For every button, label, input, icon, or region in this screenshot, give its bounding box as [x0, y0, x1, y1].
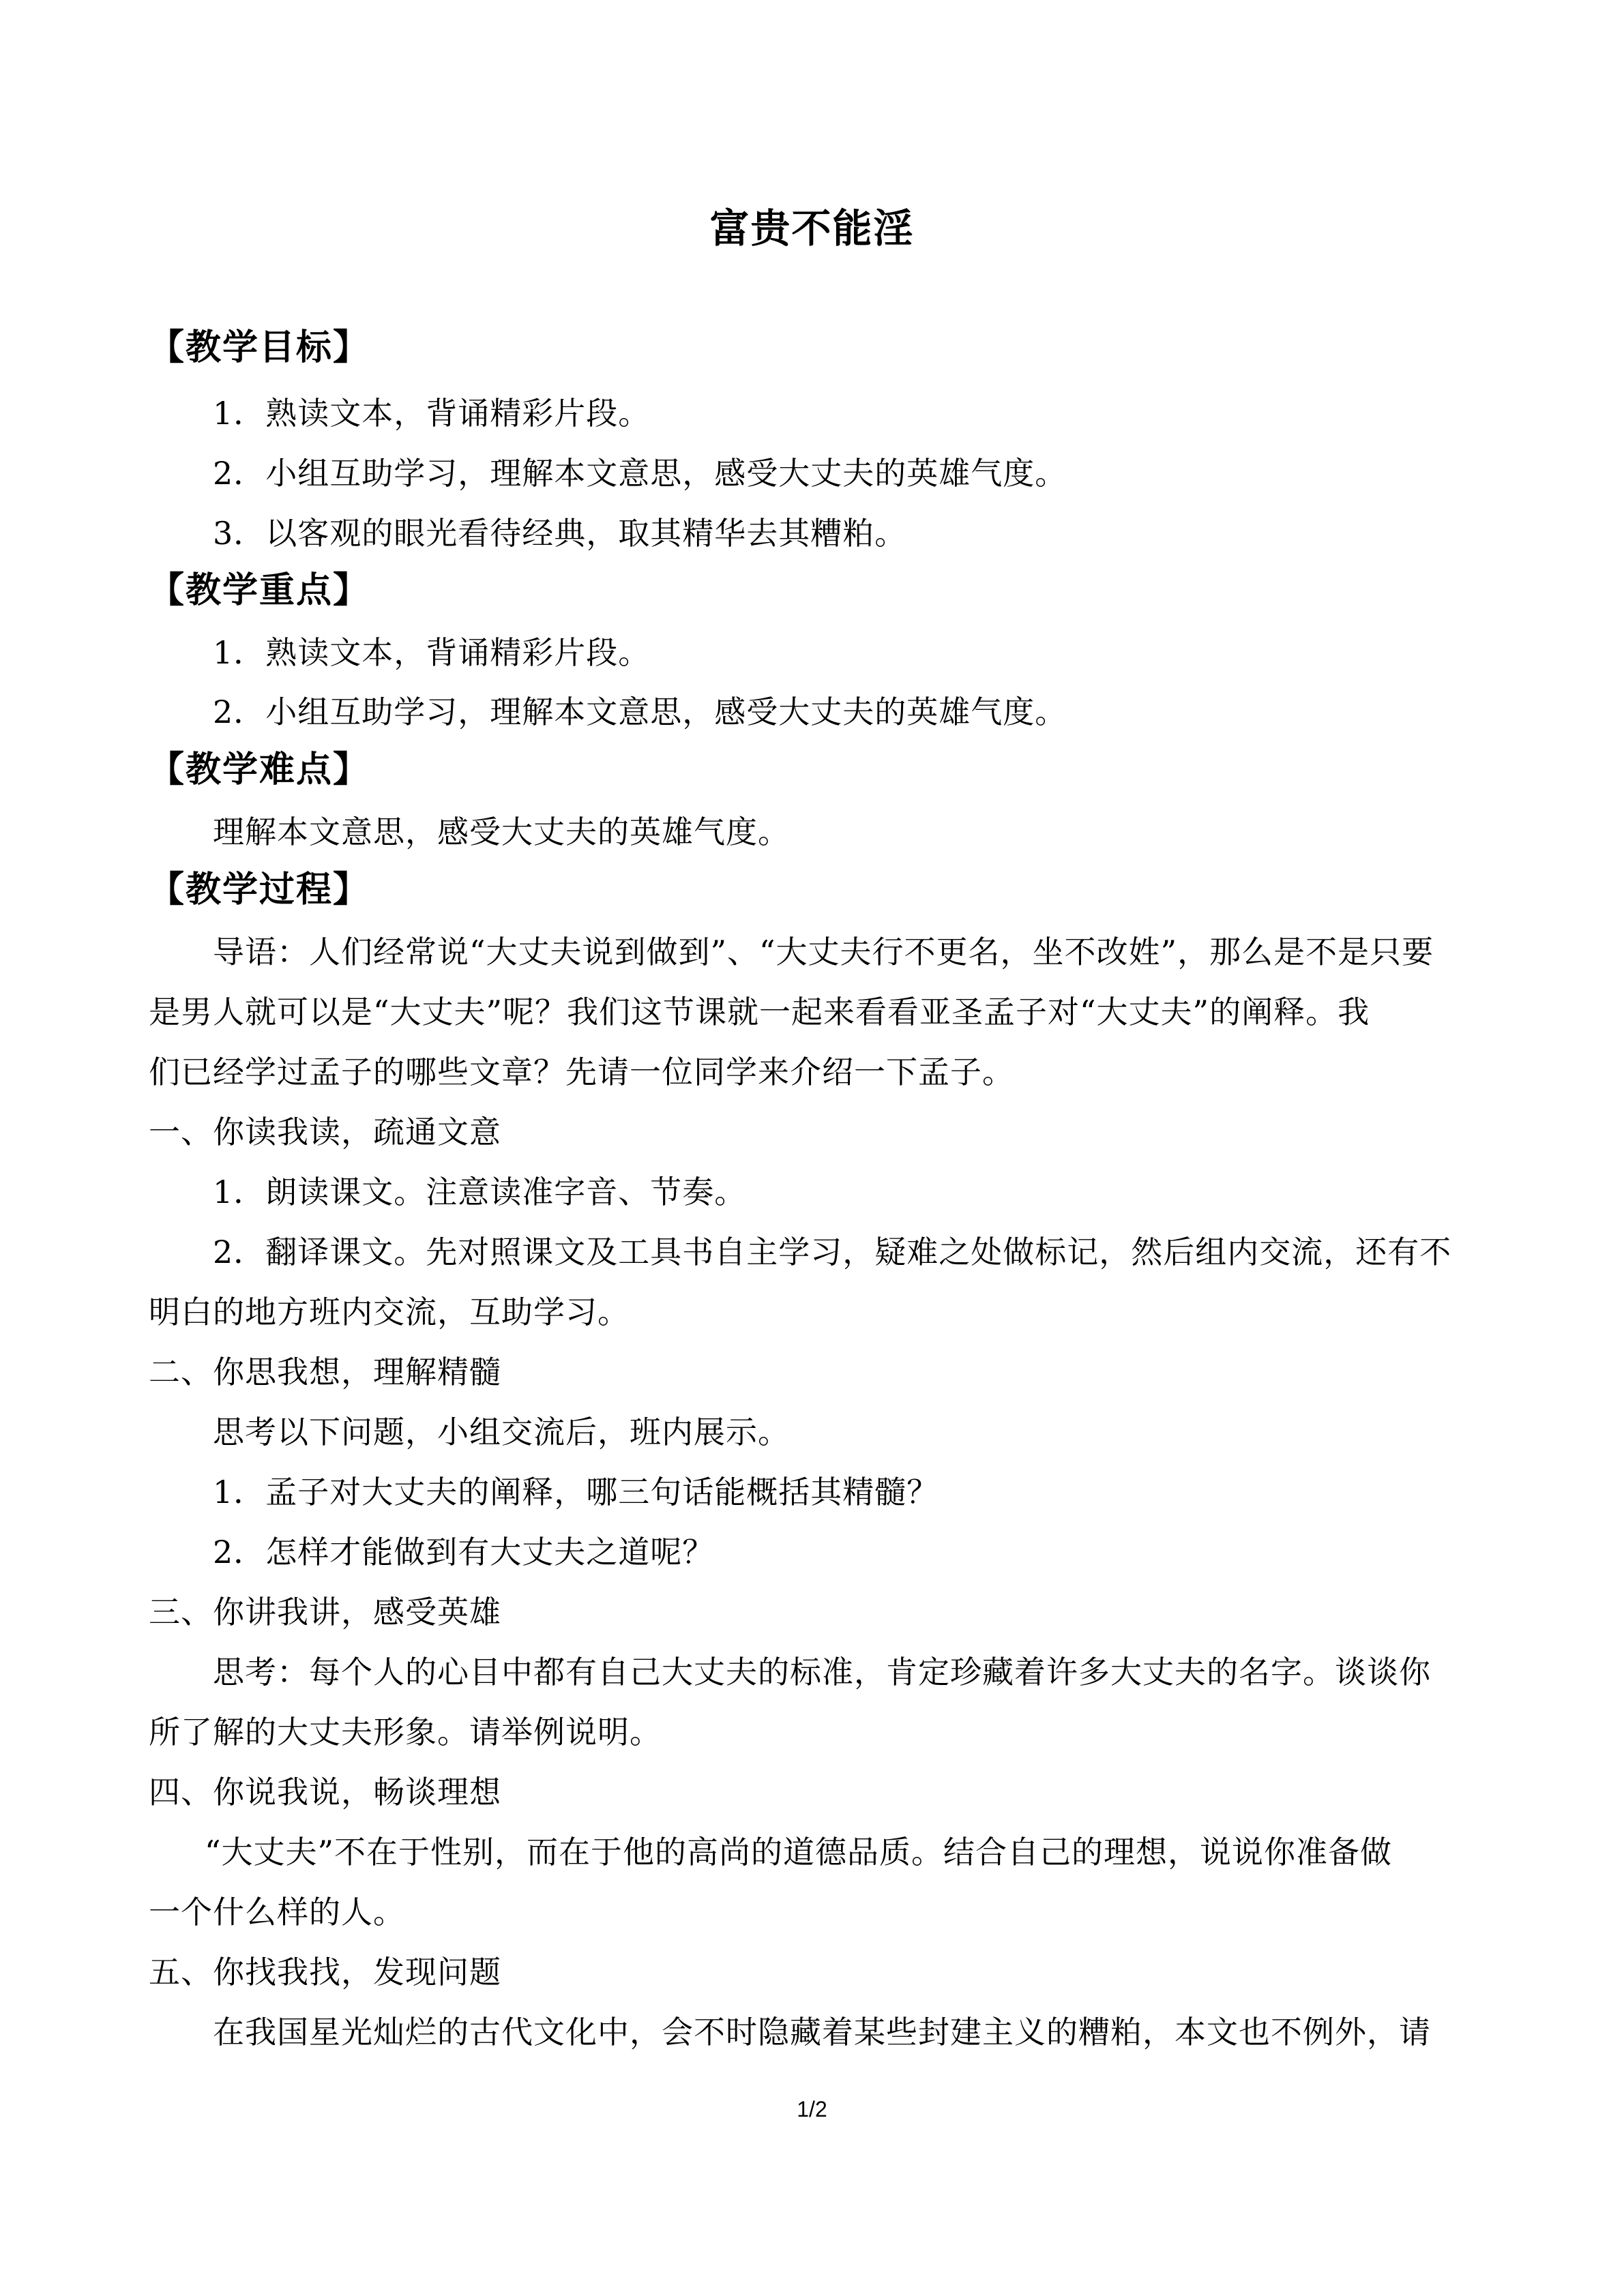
- part-text: 思考以下问题，小组交流后，班内展示。: [213, 1414, 790, 1450]
- goal-item: 3．以客观的眼光看待经典，取其精华去其糟粕。: [213, 515, 907, 552]
- goal-item: 1．熟读文本，背诵精彩片段。: [213, 395, 651, 432]
- goal-item: 2．小组互助学习，理解本文意思，感受大丈夫的英雄气度。: [213, 455, 1067, 492]
- section-heading-difficulties: 【教学难点】: [149, 749, 370, 790]
- key-point-item: 2．小组互助学习，理解本文意思，感受大丈夫的英雄气度。: [213, 694, 1067, 730]
- part-heading: 三、你讲我讲，感受英雄: [149, 1594, 501, 1630]
- part-text: 在我国星光灿烂的古代文化中，会不时隐藏着某些封建主义的糟粕，本文也不例外，请: [213, 2014, 1431, 2051]
- intro-line: 导语：人们经常说“大丈夫说到做到”、“大丈夫行不更名，坐不改姓”，那么是不是只要: [213, 934, 1434, 970]
- section-heading-key-points: 【教学重点】: [149, 570, 370, 611]
- part-text: 一个什么样的人。: [149, 1894, 405, 1930]
- part-item: 2．翻译课文。先对照课文及工具书自主学习，疑难之处做标记，然后组内交流，还有不: [213, 1234, 1452, 1270]
- part-heading: 五、你找我找，发现问题: [149, 1954, 501, 1991]
- section-heading-goals: 【教学目标】: [149, 327, 370, 368]
- intro-line: 们已经学过孟子的哪些文章？先请一位同学来介绍一下孟子。: [149, 1054, 1014, 1090]
- part-heading: 四、你说我说，畅谈理想: [149, 1774, 501, 1810]
- part-item: 2．怎样才能做到有大丈夫之道呢？: [213, 1534, 715, 1570]
- difficulty-text: 理解本文意思，感受大丈夫的英雄气度。: [213, 814, 790, 850]
- part-item: 1．朗读课文。注意读准字音、节奏。: [213, 1174, 747, 1210]
- page-title: 富贵不能淫: [709, 205, 915, 252]
- intro-line: 是男人就可以是“大丈夫”呢？我们这节课就一起来看看亚圣孟子对“大丈夫”的阐释。我: [149, 994, 1370, 1030]
- part-heading: 一、你读我读，疏通文意: [149, 1114, 501, 1150]
- section-heading-process: 【教学过程】: [149, 869, 370, 910]
- key-point-item: 1．熟读文本，背诵精彩片段。: [213, 634, 651, 671]
- part-item: 1．孟子对大丈夫的阐释，哪三句话能概括其精髓？: [213, 1474, 939, 1510]
- page-number: 1/2: [797, 2097, 827, 2121]
- part-heading: 二、你思我想，理解精髓: [149, 1354, 501, 1390]
- part-item: 明白的地方班内交流，互助学习。: [149, 1294, 630, 1330]
- part-text: 所了解的大丈夫形象。请举例说明。: [149, 1714, 662, 1750]
- part-text: “大丈夫”不在于性别，而在于他的高尚的道德品质。结合自己的理想，说说你准备做: [205, 1834, 1393, 1870]
- part-text: 思考：每个人的心目中都有自己大丈夫的标准，肯定珍藏着许多大丈夫的名字。谈谈你: [213, 1654, 1431, 1690]
